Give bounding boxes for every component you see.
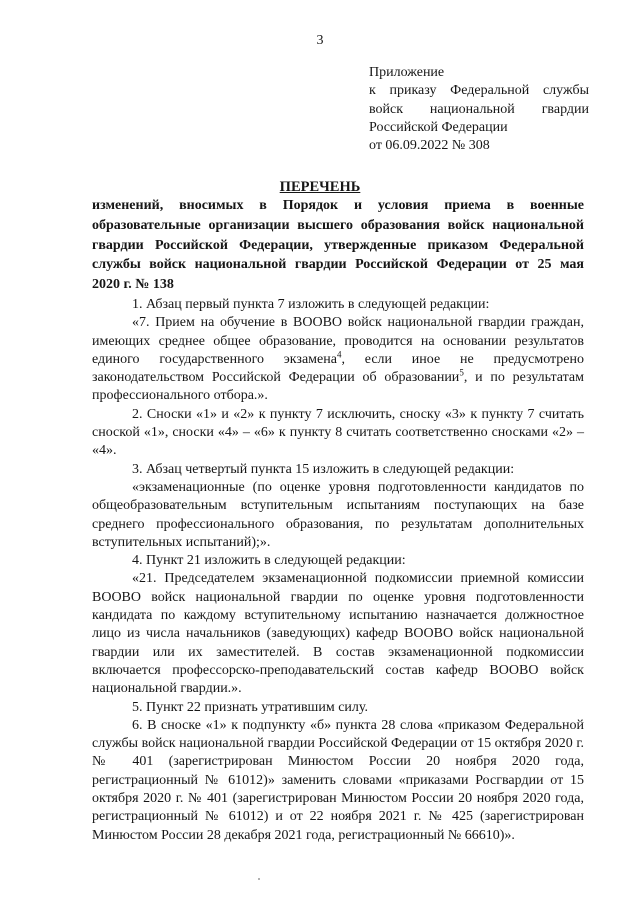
- item-6: 6. В сноске «1» к подпункту «б» пункта 28 слова «приказом Федеральной службы войск национальной гвардии Российской Федерации от 15 октября 2020 г. № 401 (зарегистрирован Минюстом России 20 ноября 2020 года, регистрационный № 61012)» заменить словами «приказами Росгвардии от 15 октября 2020 г. № 401 (зарегистрирован Минюстом России 20 ноября 2020 года, регистрационный № 61012) и от 22 ноября 2021 г. № 425 (зарегистрирован Минюстом России 28 декабря 2021 года, регистрационный № 66610)».: [92, 717, 584, 843]
- footnote-ref: 5: [459, 367, 464, 378]
- appendix-line: Приложение: [369, 65, 445, 80]
- document-subtitle: [92, 196, 584, 295]
- item-4-quote: «21. Председателем экзаменационной подкомиссии приемной комиссии ВООВО войск национальной гвардии по оценке уровня подготовленности кандидата по каждому вступительному испытанию назначается должностное лицо из числа начальников (заведующих) кафедр ВООВО войск национальной гвардии или их заместителей. В состав экзаменационной подкомиссии включается профессорско-преподавательский состав кафедр ВООВО войск национальной гвардии.».: [92, 571, 584, 697]
- appendix-line: Российской Федерации: [369, 119, 508, 135]
- document-title: ПЕРЕЧЕНЬ: [279, 179, 361, 195]
- subtitle-line: 2020 г. № 138: [92, 277, 174, 293]
- item-3: 3. Абзац четвертый пункта 15 изложить в следующей редакции:: [132, 461, 515, 477]
- item-1: 1. Абзац первый пункта 7 изложить в следующей редакции:: [132, 297, 490, 312]
- appendix-line: к приказу Федеральной службы: [369, 83, 589, 99]
- appendix-line: от 06.09.2022 № 308: [369, 138, 490, 154]
- subtitle-line: службы войск национальной гвардии Российской Федерации от 25 мая: [92, 257, 584, 273]
- item-3-quote: «экзаменационные (по оценке уровня подготовленности кандидатов по общеобразовательным вступительным испытаниям поступающих на базе среднего профессионального образования, по результатам дополнительных вступительных испытаний);».: [92, 479, 584, 550]
- item-2: 2. Сноски «1» и «2» к пункту 7 исключить, сноску «3» к пункту 7 считать сноской «1», сноски «4» – «6» к пункту 8 считать соответственно сносками «2» – «4».: [92, 406, 584, 459]
- subtitle-line: образовательные организации высшего образования войск национальной: [92, 217, 584, 233]
- subtitle-line: изменений, вносимых в Порядок и условия приема в военные: [92, 198, 584, 213]
- quote-text: , если иное не предусмотрено законодательством Российской Федерации об образовании: [92, 351, 584, 386]
- document-body: [92, 296, 584, 845]
- page-number: 3: [316, 33, 324, 48]
- subtitle-line: гвардии Российской Федерации, утвержденные приказом Федеральной: [92, 237, 584, 253]
- appendix-line: войск национальной гвардии: [369, 101, 589, 117]
- item-4: 4. Пункт 21 изложить в следующей редакции:: [132, 553, 406, 569]
- appendix-header: [369, 64, 589, 155]
- quote-text: «7. Прием на обучение в ВООВО войск национальной гвардии граждан, имеющих среднее общее образование, проводится на основании результатов единого государственного экзамена: [92, 315, 584, 367]
- item-1-quote: [92, 314, 584, 405]
- item-5: 5. Пункт 22 признать утратившим силу.: [132, 699, 368, 715]
- scan-speck: [258, 878, 260, 880]
- footnote-ref: 4: [336, 349, 342, 360]
- quote-text: , и по результатам профессионального отбора.».: [92, 370, 584, 404]
